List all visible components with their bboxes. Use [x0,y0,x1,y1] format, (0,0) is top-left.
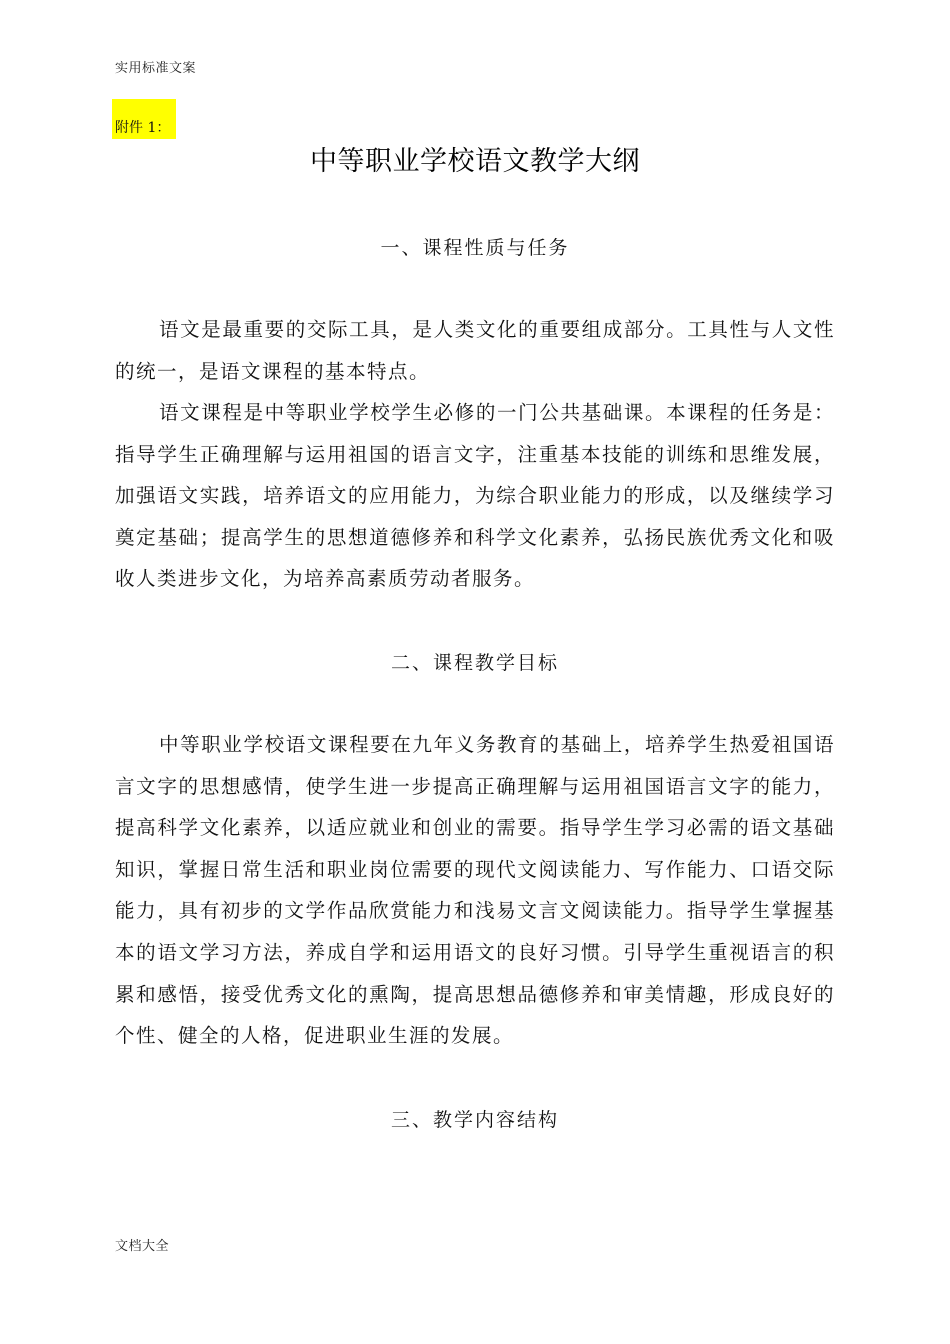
attachment-label: 附件 1： [112,99,176,139]
section-heading-1: 一、课程性质与任务 [380,237,570,259]
page-header: 实用标准文案 [115,61,197,76]
document-title: 中等职业学校语文教学大纲 [310,146,640,177]
section-heading-2: 二、课程教学目标 [390,652,559,674]
section-heading-3: 三、教学内容结构 [390,1109,559,1131]
section-1-paragraph-1: 语文是最重要的交际工具，是人类文化的重要组成部分。工具性与人文性的统一，是语文课程的基本特点。 [115,318,835,383]
page-footer: 文档大全 [115,1239,170,1254]
section-1-paragraph-2: 语文课程是中等职业学校学生必修的一门公共基础课。本课程的任务是：指导学生正确理解与运用祖国的语言文字，注重基本技能的训练和思维发展，加强语文实践，培养语文的应用能力，为综合职业能力的形成，以及继续学习奠定基础；提高学生的思想道德修养和科学文化素养，弘扬民族优秀文化和吸收人类进步文化，为培养高素质劳动者服务。 [115,401,835,591]
section-2-paragraph-1: 中等职业学校语文课程要在九年义务教育的基础上，培养学生热爱祖国语言文字的思想感情，使学生进一步提高正确理解与运用祖国语言文字的能力，提高科学文化素养，以适应就业和创业的需要。指导学生学习必需的语文基础知识，掌握日常生活和职业岗位需要的现代文阅读能力、写作能力、口语交际能力，具有初步的文学作品欣赏能力和浅易文言文阅读能力。指导学生掌握基本的语文学习方法，养成自学和运用语文的良好习惯。引导学生重视语言的积累和感悟，接受优秀文化的熏陶，提高思想品德修养和审美情趣，形成良好的个性、健全的人格，促进职业生涯的发展。 [115,733,835,1048]
